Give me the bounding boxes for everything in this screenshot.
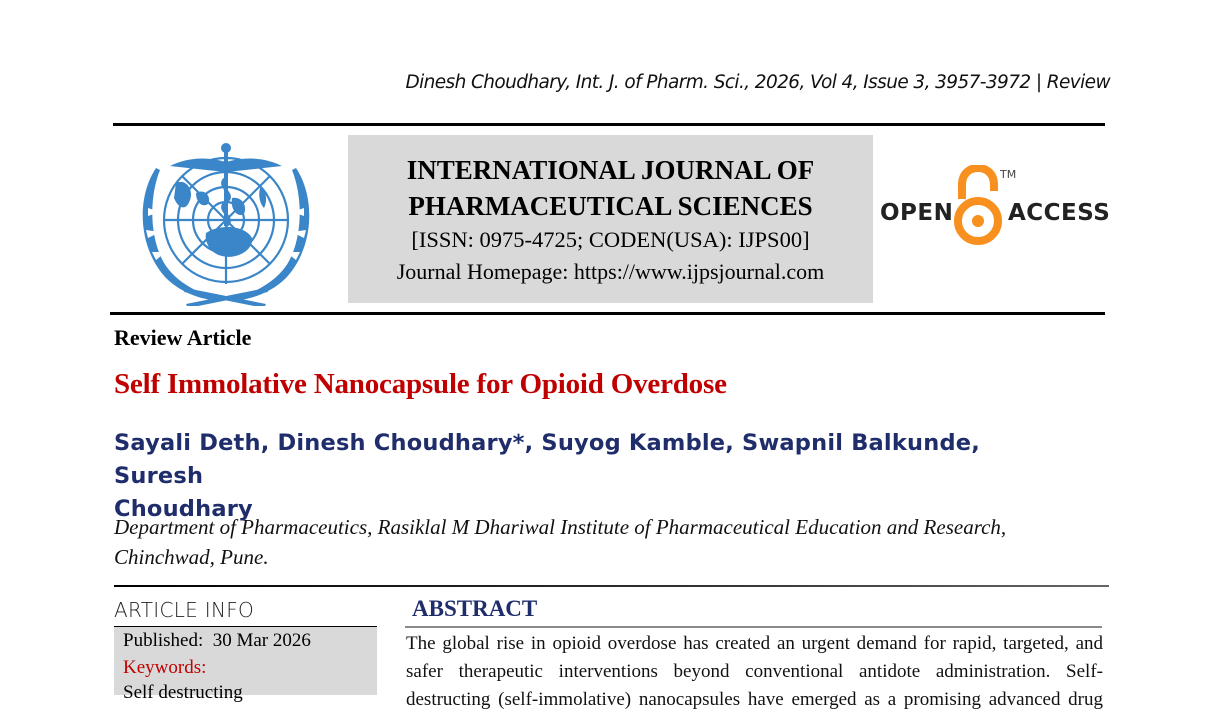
affiliation-line2: Chinchwad, Pune. <box>114 545 269 569</box>
published-label: Published: <box>123 630 204 651</box>
published-date: 30 Mar 2026 <box>212 630 311 651</box>
keyword-item: Self destructing <box>123 682 243 703</box>
journal-title-line1: INTERNATIONAL JOURNAL OF <box>406 155 815 185</box>
header-rule-top <box>113 123 1105 126</box>
published-row <box>123 630 311 652</box>
article-info-box <box>114 627 377 703</box>
authors-line2: Choudhary <box>114 496 253 522</box>
journal-homepage-link[interactable]: Journal Homepage: https://www.ijpsjournal.com <box>396 259 825 284</box>
article-type: Review Article <box>114 325 252 350</box>
affiliation-divider <box>114 585 1109 587</box>
globe-caduceus-wreath-icon <box>126 138 326 306</box>
journal-emblem-logo <box>126 138 326 306</box>
journal-masthead-box <box>348 135 873 303</box>
author-affiliation <box>114 512 1114 572</box>
open-access-right-word: ACCESS <box>1008 200 1111 226</box>
abstract-line: destructing (self-immolative) nanocapsules have emerged as a promising advanced drug <box>406 689 1103 710</box>
abstract-line: safer therapeutic interventions beyond conventional antidote administration. Self- <box>406 661 1103 682</box>
abstract-line: The global rise in opioid overdose has created an urgent demand for rapid, targeted, and <box>406 633 1103 654</box>
open-lock-icon <box>954 165 1002 249</box>
affiliation-line1: Department of Pharmaceutics, Rasiklal M Dhariwal Institute of Pharmaceutical Education and Research, <box>114 515 1007 539</box>
trademark-symbol: TM <box>1000 168 1017 181</box>
abstract-body <box>406 630 1103 714</box>
keywords-label: Keywords: <box>123 657 207 678</box>
open-access-left-word: OPEN <box>880 200 954 226</box>
abstract-rule <box>405 626 1102 628</box>
article-title: Self Immolative Nanocapsule for Opioid Overdose <box>114 368 727 400</box>
header-rule-bottom <box>110 312 1105 315</box>
journal-title-line2: PHARMACEUTICAL SCIENCES <box>408 191 813 221</box>
article-info-heading: ARTICLE INFO <box>114 598 255 622</box>
authors-line1: Sayali Deth, Dinesh Choudhary*, Suyog Kamble, Swapnil Balkunde, Suresh <box>114 430 980 489</box>
running-header-citation: Dinesh Choudhary, Int. J. of Pharm. Sci., 2026, Vol 4, Issue 3, 3957-3972 | Review <box>405 72 1110 93</box>
journal-issn: [ISSN: 0975-4725; CODEN(USA): IJPS00] <box>411 227 810 252</box>
open-access-logo <box>878 163 1110 253</box>
abstract-heading: ABSTRACT <box>412 596 538 621</box>
